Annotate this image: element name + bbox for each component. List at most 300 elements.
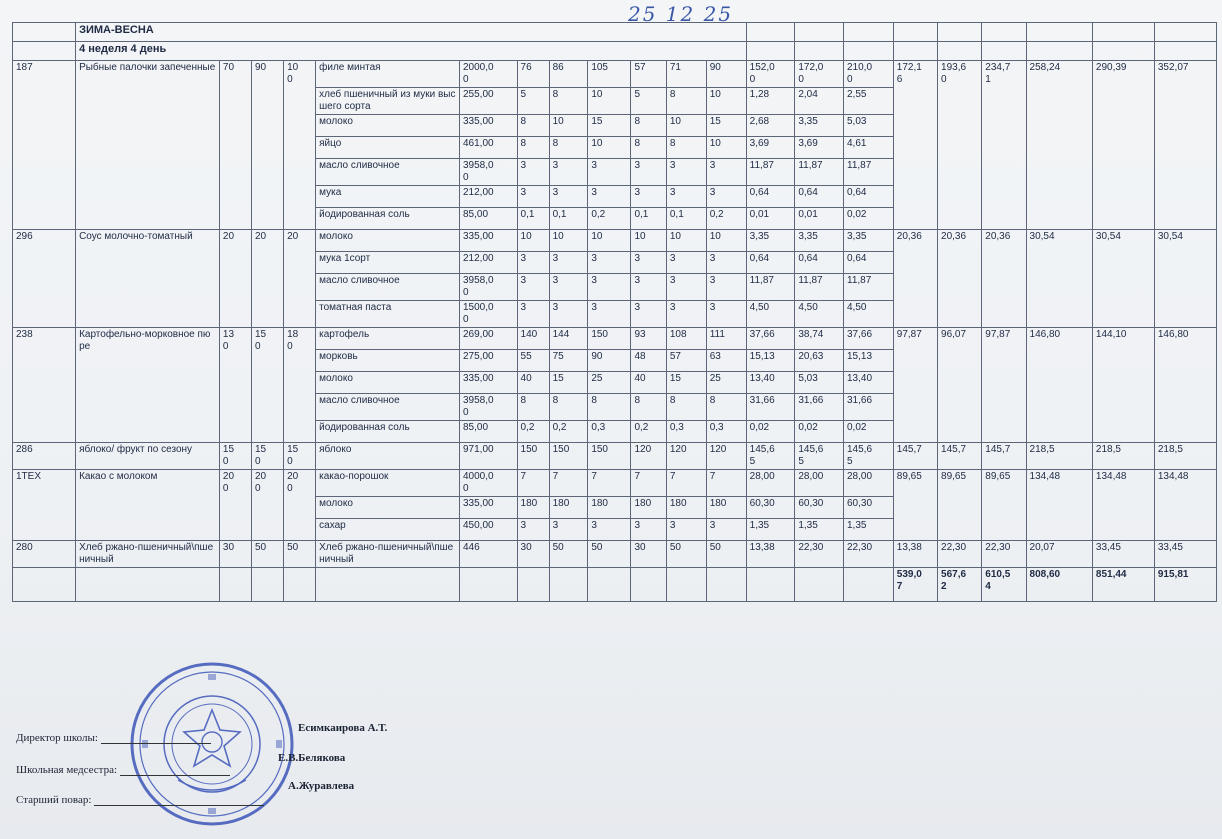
ingredient-weight: 150 xyxy=(517,443,549,470)
ingredient-weight: 3 xyxy=(666,301,706,328)
ingredient-weight: 8 xyxy=(666,88,706,115)
ingredient-weight: 86 xyxy=(549,61,588,88)
ingredient-name: яйцо xyxy=(316,137,460,159)
ingredient-weight: 30 xyxy=(631,541,666,568)
ingredient-name: масло сливочное xyxy=(316,159,460,186)
dish-code: 280 xyxy=(13,541,76,568)
dish-name: Картофельно-морковное пюре xyxy=(76,328,220,443)
empty-cell xyxy=(219,568,251,602)
ingredient-name: яблоко xyxy=(316,443,460,470)
dish-code: 286 xyxy=(13,443,76,470)
ingredient-row xyxy=(13,328,1217,350)
portion-weight: 15 0 xyxy=(284,443,316,470)
ingredient-weight: 25 xyxy=(706,372,746,394)
grand-total-value: 851,44 xyxy=(1092,568,1154,602)
ingredient-weight: 0,2 xyxy=(588,208,631,230)
dish-code: 238 xyxy=(13,328,76,443)
ingredient-cost: 31,66 xyxy=(795,394,844,421)
ingredient-weight: 7 xyxy=(517,470,549,497)
ingredient-weight: 10 xyxy=(588,230,631,252)
grand-total-row xyxy=(13,568,1217,602)
ingredient-weight: 7 xyxy=(666,470,706,497)
ingredient-weight: 8 xyxy=(631,115,666,137)
cook-label: Старший повар: xyxy=(16,794,92,806)
ingredient-cost: 3,35 xyxy=(844,230,894,252)
dish-total: 145,7 xyxy=(938,443,982,470)
ingredient-price: 255,00 xyxy=(459,88,517,115)
ingredient-weight: 3 xyxy=(706,301,746,328)
ingredient-weight: 0,1 xyxy=(549,208,588,230)
ingredient-weight: 50 xyxy=(666,541,706,568)
ingredient-name: молоко xyxy=(316,230,460,252)
ingredient-cost: 145,6 5 xyxy=(795,443,844,470)
portion-weight: 20 0 xyxy=(284,470,316,541)
ingredient-cost: 2,68 xyxy=(746,115,795,137)
ingredient-weight: 108 xyxy=(666,328,706,350)
dish-total: 134,48 xyxy=(1026,470,1092,541)
ingredient-cost: 0,02 xyxy=(746,421,795,443)
ingredient-weight: 180 xyxy=(549,497,588,519)
dish-code: 187 xyxy=(13,61,76,230)
ingredient-cost: 15,13 xyxy=(746,350,795,372)
dish-name: Хлеб ржано-пшеничный\пшеничный xyxy=(76,541,220,568)
ingredient-name: молоко xyxy=(316,497,460,519)
ingredient-weight: 10 xyxy=(549,230,588,252)
ingredient-cost: 3,35 xyxy=(795,230,844,252)
dish-total: 134,48 xyxy=(1154,470,1216,541)
dish-total: 89,65 xyxy=(893,470,937,541)
director-signature-row xyxy=(16,732,211,744)
ingredient-cost: 2,04 xyxy=(795,88,844,115)
ingredient-cost: 0,01 xyxy=(746,208,795,230)
ingredient-cost: 60,30 xyxy=(844,497,894,519)
dish-total: 96,07 xyxy=(938,328,982,443)
ingredient-weight: 3 xyxy=(706,252,746,274)
ingredient-weight: 63 xyxy=(706,350,746,372)
empty-cell xyxy=(251,568,283,602)
header-empty-cell xyxy=(13,23,76,42)
ingredient-weight: 3 xyxy=(666,274,706,301)
ingredient-weight: 40 xyxy=(631,372,666,394)
ingredient-weight: 8 xyxy=(631,394,666,421)
ingredient-cost: 0,64 xyxy=(795,186,844,208)
ingredient-cost: 0,64 xyxy=(746,186,795,208)
dish-total: 218,5 xyxy=(1092,443,1154,470)
cook-name: А.Журавлева xyxy=(288,780,355,792)
ingredient-weight: 10 xyxy=(549,115,588,137)
ingredient-weight: 0,1 xyxy=(631,208,666,230)
ingredient-row xyxy=(13,61,1217,88)
ingredient-cost: 22,30 xyxy=(844,541,894,568)
ingredient-weight: 3 xyxy=(588,186,631,208)
dish-total: 13,38 xyxy=(893,541,937,568)
ingredient-cost: 11,87 xyxy=(746,159,795,186)
ingredient-cost: 0,64 xyxy=(746,252,795,274)
portion-weight: 10 0 xyxy=(284,61,316,230)
dish-total: 20,36 xyxy=(938,230,982,328)
ingredient-name: Хлеб ржано-пшеничный\пшеничный xyxy=(316,541,460,568)
ingredient-row xyxy=(13,230,1217,252)
ingredient-weight: 71 xyxy=(666,61,706,88)
ingredient-name: молоко xyxy=(316,372,460,394)
ingredient-weight: 120 xyxy=(631,443,666,470)
ingredient-cost: 11,87 xyxy=(746,274,795,301)
ingredient-name: томатная паста xyxy=(316,301,460,328)
menu-table xyxy=(12,22,1217,602)
ingredient-weight: 140 xyxy=(517,328,549,350)
ingredient-weight: 3 xyxy=(588,301,631,328)
ingredient-name: масло сливочное xyxy=(316,394,460,421)
ingredient-weight: 180 xyxy=(666,497,706,519)
ingredient-weight: 0,3 xyxy=(588,421,631,443)
ingredient-row xyxy=(13,470,1217,497)
ingredient-cost: 11,87 xyxy=(844,159,894,186)
handwritten-date: 25 12 25 xyxy=(628,2,734,26)
ingredient-weight: 10 xyxy=(706,88,746,115)
empty-cell xyxy=(844,568,894,602)
ingredient-cost: 13,40 xyxy=(844,372,894,394)
ingredient-cost: 20,63 xyxy=(795,350,844,372)
dish-total: 218,5 xyxy=(1026,443,1092,470)
cook-signature-row xyxy=(16,794,264,806)
ingredient-weight: 15 xyxy=(549,372,588,394)
ingredient-cost: 3,35 xyxy=(746,230,795,252)
nurse-signature-row xyxy=(16,764,230,776)
dish-total: 20,36 xyxy=(893,230,937,328)
ingredient-cost: 3,69 xyxy=(746,137,795,159)
ingredient-weight: 3 xyxy=(588,159,631,186)
dish-total: 97,87 xyxy=(893,328,937,443)
dish-total: 146,80 xyxy=(1026,328,1092,443)
dish-total: 193,6 0 xyxy=(938,61,982,230)
ingredient-price: 2000,0 0 xyxy=(459,61,517,88)
empty-cell xyxy=(588,568,631,602)
ingredient-weight: 15 xyxy=(588,115,631,137)
ingredient-weight: 75 xyxy=(549,350,588,372)
ingredient-weight: 150 xyxy=(588,328,631,350)
ingredient-name: йодированная соль xyxy=(316,208,460,230)
ingredient-price: 3958,0 0 xyxy=(459,159,517,186)
ingredient-weight: 15 xyxy=(706,115,746,137)
ingredient-weight: 0,2 xyxy=(706,208,746,230)
ingredient-row xyxy=(13,541,1217,568)
portion-weight: 20 xyxy=(251,230,283,328)
ingredient-cost: 0,02 xyxy=(844,208,894,230)
ingredient-weight: 105 xyxy=(588,61,631,88)
ingredient-weight: 8 xyxy=(549,88,588,115)
ingredient-weight: 5 xyxy=(517,88,549,115)
ingredient-weight: 3 xyxy=(549,186,588,208)
portion-weight: 30 xyxy=(219,541,251,568)
ingredient-name: молоко xyxy=(316,115,460,137)
ingredient-weight: 8 xyxy=(549,394,588,421)
ingredient-weight: 50 xyxy=(706,541,746,568)
ingredient-name: картофель xyxy=(316,328,460,350)
ingredient-price: 335,00 xyxy=(459,497,517,519)
ingredient-weight: 8 xyxy=(706,394,746,421)
ingredient-row xyxy=(13,443,1217,470)
ingredient-name: какао-порошок xyxy=(316,470,460,497)
ingredient-price: 461,00 xyxy=(459,137,517,159)
dish-total: 234,7 1 xyxy=(982,61,1026,230)
portion-weight: 20 xyxy=(219,230,251,328)
ingredient-price: 3958,0 0 xyxy=(459,274,517,301)
ingredient-weight: 3 xyxy=(549,274,588,301)
season-title: ЗИМА-ВЕСНА xyxy=(76,23,747,42)
dish-total: 352,07 xyxy=(1154,61,1216,230)
empty-cell xyxy=(517,568,549,602)
ingredient-name: филе минтая xyxy=(316,61,460,88)
ingredient-weight: 8 xyxy=(666,137,706,159)
ingredient-weight: 3 xyxy=(549,301,588,328)
portion-weight: 20 0 xyxy=(219,470,251,541)
ingredient-weight: 3 xyxy=(517,186,549,208)
ingredient-cost: 0,01 xyxy=(795,208,844,230)
ingredient-weight: 111 xyxy=(706,328,746,350)
ingredient-weight: 120 xyxy=(706,443,746,470)
grand-total-value: 567,6 2 xyxy=(938,568,982,602)
ingredient-weight: 3 xyxy=(666,519,706,541)
ingredient-weight: 8 xyxy=(631,137,666,159)
ingredient-price: 85,00 xyxy=(459,208,517,230)
ingredient-cost: 4,61 xyxy=(844,137,894,159)
grand-total-value: 610,5 4 xyxy=(982,568,1026,602)
ingredient-weight: 25 xyxy=(588,372,631,394)
nurse-signature-line xyxy=(120,775,230,776)
dish-name: Соус молочно-томатный xyxy=(76,230,220,328)
ingredient-cost: 11,87 xyxy=(844,274,894,301)
week-day-title: 4 неделя 4 день xyxy=(76,42,747,61)
ingredient-weight: 3 xyxy=(517,301,549,328)
dish-name: Рыбные палочки запеченные xyxy=(76,61,220,230)
dish-total: 218,5 xyxy=(1154,443,1216,470)
ingredient-weight: 3 xyxy=(706,159,746,186)
ingredient-weight: 3 xyxy=(588,274,631,301)
ingredient-weight: 0,3 xyxy=(666,421,706,443)
ingredient-name: мука xyxy=(316,186,460,208)
portion-weight: 18 0 xyxy=(284,328,316,443)
director-signature-line xyxy=(101,743,211,744)
dish-total: 134,48 xyxy=(1092,470,1154,541)
ingredient-weight: 0,2 xyxy=(549,421,588,443)
empty-cell xyxy=(631,568,666,602)
ingredient-weight: 3 xyxy=(666,159,706,186)
dish-total: 97,87 xyxy=(982,328,1026,443)
ingredient-cost: 0,02 xyxy=(844,421,894,443)
ingredient-weight: 3 xyxy=(588,252,631,274)
dish-total: 145,7 xyxy=(893,443,937,470)
ingredient-weight: 50 xyxy=(549,541,588,568)
dish-total: 89,65 xyxy=(938,470,982,541)
ingredient-cost: 1,35 xyxy=(746,519,795,541)
ingredient-name: йодированная соль xyxy=(316,421,460,443)
ingredient-cost: 4,50 xyxy=(746,301,795,328)
ingredient-cost: 0,64 xyxy=(844,252,894,274)
ingredient-cost: 0,64 xyxy=(844,186,894,208)
nurse-label: Школьная медсестра: xyxy=(16,764,118,776)
ingredient-weight: 5 xyxy=(631,88,666,115)
ingredient-name: морковь xyxy=(316,350,460,372)
dish-total: 30,54 xyxy=(1154,230,1216,328)
ingredient-weight: 76 xyxy=(517,61,549,88)
ingredient-cost: 28,00 xyxy=(746,470,795,497)
ingredient-name: сахар xyxy=(316,519,460,541)
ingredient-cost: 31,66 xyxy=(746,394,795,421)
dish-total: 22,30 xyxy=(982,541,1026,568)
ingredient-weight: 3 xyxy=(517,519,549,541)
ingredient-cost: 210,0 0 xyxy=(844,61,894,88)
ingredient-cost: 28,00 xyxy=(795,470,844,497)
dish-total: 290,39 xyxy=(1092,61,1154,230)
ingredient-weight: 3 xyxy=(631,274,666,301)
empty-cell xyxy=(284,568,316,602)
ingredient-price: 269,00 xyxy=(459,328,517,350)
dish-total: 20,07 xyxy=(1026,541,1092,568)
portion-weight: 15 0 xyxy=(251,328,283,443)
dish-total: 145,7 xyxy=(982,443,1026,470)
ingredient-weight: 30 xyxy=(517,541,549,568)
ingredient-weight: 0,1 xyxy=(666,208,706,230)
dish-total: 146,80 xyxy=(1154,328,1216,443)
ingredient-weight: 3 xyxy=(549,159,588,186)
ingredient-cost: 1,35 xyxy=(795,519,844,541)
ingredient-weight: 0,2 xyxy=(631,421,666,443)
empty-cell xyxy=(549,568,588,602)
ingredient-cost: 3,35 xyxy=(795,115,844,137)
ingredient-weight: 3 xyxy=(706,519,746,541)
ingredient-weight: 50 xyxy=(588,541,631,568)
ingredient-price: 1500,0 0 xyxy=(459,301,517,328)
ingredient-cost: 15,13 xyxy=(844,350,894,372)
ingredient-price: 335,00 xyxy=(459,372,517,394)
ingredient-weight: 10 xyxy=(588,88,631,115)
cook-signature-line xyxy=(94,805,264,806)
ingredient-cost: 11,87 xyxy=(795,159,844,186)
director-name: Есимкаирова А.Т. xyxy=(298,722,388,734)
ingredient-weight: 8 xyxy=(666,394,706,421)
ingredient-weight: 3 xyxy=(517,252,549,274)
ingredient-weight: 3 xyxy=(666,186,706,208)
ingredient-name: масло сливочное xyxy=(316,274,460,301)
portion-weight: 50 xyxy=(284,541,316,568)
ingredient-price: 3958,0 0 xyxy=(459,394,517,421)
portion-weight: 20 0 xyxy=(251,470,283,541)
ingredient-weight: 93 xyxy=(631,328,666,350)
ingredient-weight: 8 xyxy=(517,394,549,421)
portion-weight: 20 xyxy=(284,230,316,328)
portion-weight: 15 0 xyxy=(251,443,283,470)
ingredient-cost: 0,64 xyxy=(795,252,844,274)
dish-total: 258,24 xyxy=(1026,61,1092,230)
ingredient-weight: 0,2 xyxy=(517,421,549,443)
ingredient-price: 212,00 xyxy=(459,252,517,274)
ingredient-weight: 90 xyxy=(706,61,746,88)
ingredient-cost: 31,66 xyxy=(844,394,894,421)
empty-cell xyxy=(76,568,220,602)
ingredient-cost: 5,03 xyxy=(844,115,894,137)
ingredient-weight: 120 xyxy=(666,443,706,470)
ingredient-weight: 10 xyxy=(666,230,706,252)
ingredient-weight: 10 xyxy=(706,230,746,252)
ingredient-price: 212,00 xyxy=(459,186,517,208)
ingredient-weight: 3 xyxy=(631,252,666,274)
empty-cell xyxy=(746,568,795,602)
ingredient-cost: 60,30 xyxy=(795,497,844,519)
ingredient-price: 450,00 xyxy=(459,519,517,541)
dish-total: 30,54 xyxy=(1026,230,1092,328)
ingredient-cost: 28,00 xyxy=(844,470,894,497)
ingredient-weight: 0,1 xyxy=(517,208,549,230)
ingredient-cost: 1,28 xyxy=(746,88,795,115)
ingredient-name: мука 1сорт xyxy=(316,252,460,274)
ingredient-weight: 3 xyxy=(631,301,666,328)
ingredient-weight: 10 xyxy=(517,230,549,252)
ingredient-cost: 60,30 xyxy=(746,497,795,519)
dish-total: 89,65 xyxy=(982,470,1026,541)
ingredient-cost: 2,55 xyxy=(844,88,894,115)
ingredient-weight: 8 xyxy=(517,137,549,159)
ingredient-weight: 150 xyxy=(588,443,631,470)
portion-weight: 70 xyxy=(219,61,251,230)
dish-code: 1ТЕХ xyxy=(13,470,76,541)
ingredient-weight: 0,3 xyxy=(706,421,746,443)
ingredient-weight: 3 xyxy=(666,252,706,274)
portion-weight: 50 xyxy=(251,541,283,568)
ingredient-cost: 22,30 xyxy=(795,541,844,568)
empty-cell xyxy=(666,568,706,602)
director-label: Директор школы: xyxy=(16,732,98,744)
ingredient-weight: 144 xyxy=(549,328,588,350)
ingredient-weight: 10 xyxy=(588,137,631,159)
ingredient-cost: 37,66 xyxy=(844,328,894,350)
ingredient-price: 446 xyxy=(459,541,517,568)
ingredient-weight: 7 xyxy=(588,470,631,497)
dish-total: 172,1 6 xyxy=(893,61,937,230)
ingredient-weight: 3 xyxy=(631,159,666,186)
ingredient-cost: 0,02 xyxy=(795,421,844,443)
grand-total-value: 915,81 xyxy=(1154,568,1216,602)
ingredient-weight: 57 xyxy=(666,350,706,372)
empty-cell xyxy=(706,568,746,602)
ingredient-weight: 3 xyxy=(549,519,588,541)
ingredient-cost: 4,50 xyxy=(844,301,894,328)
ingredient-price: 971,00 xyxy=(459,443,517,470)
dish-name: яблоко/ фрукт по сезону xyxy=(76,443,220,470)
dish-total: 33,45 xyxy=(1154,541,1216,568)
ingredient-weight: 8 xyxy=(588,394,631,421)
empty-cell xyxy=(459,568,517,602)
ingredient-weight: 40 xyxy=(517,372,549,394)
dish-total: 33,45 xyxy=(1092,541,1154,568)
ingredient-cost: 37,66 xyxy=(746,328,795,350)
ingredient-weight: 7 xyxy=(706,470,746,497)
ingredient-name: хлеб пшеничный из муки высшего сорта xyxy=(316,88,460,115)
ingredient-cost: 38,74 xyxy=(795,328,844,350)
ingredient-weight: 3 xyxy=(631,186,666,208)
dish-code: 296 xyxy=(13,230,76,328)
dish-total: 144,10 xyxy=(1092,328,1154,443)
ingredient-weight: 55 xyxy=(517,350,549,372)
ingredient-weight: 3 xyxy=(706,274,746,301)
grand-total-value: 539,0 7 xyxy=(893,568,937,602)
portion-weight: 15 0 xyxy=(219,443,251,470)
ingredient-price: 275,00 xyxy=(459,350,517,372)
dish-total: 30,54 xyxy=(1092,230,1154,328)
ingredient-weight: 10 xyxy=(631,230,666,252)
ingredient-cost: 145,6 5 xyxy=(746,443,795,470)
ingredient-cost: 13,40 xyxy=(746,372,795,394)
dish-total: 20,36 xyxy=(982,230,1026,328)
